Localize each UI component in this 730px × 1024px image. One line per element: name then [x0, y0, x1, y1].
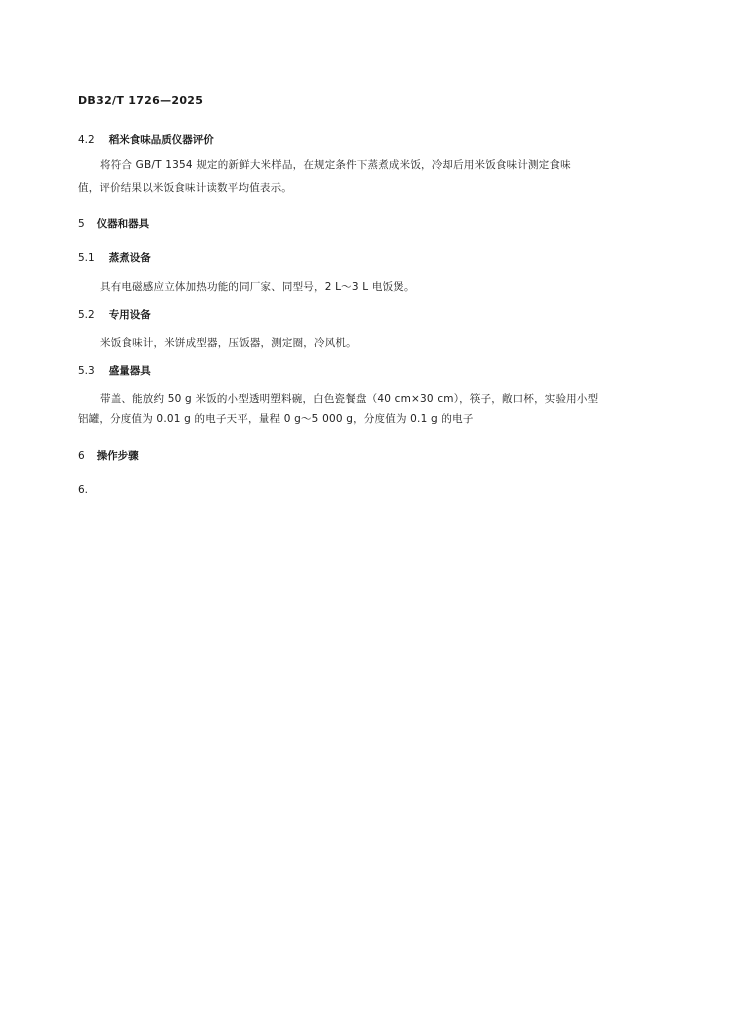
- section-title: 操作步骤: [96, 450, 139, 462]
- paragraph-line: 铝罐，分度值为 0.01 g 的电子天平，量程 0 g～5 000 g，分度值为 0.1 g 的电子: [78, 413, 474, 425]
- section-heading-6: [78, 448, 139, 463]
- section-title: 盛量器具: [108, 365, 151, 377]
- section-number: 5.2: [78, 309, 95, 321]
- section-title: 稻米食味品质仪器评价: [108, 134, 214, 146]
- paragraph-line: 值，评价结果以米饭食味计读数平均值表示。: [78, 182, 292, 194]
- section-heading-5-1: [78, 250, 151, 265]
- section-number: 6: [78, 450, 85, 462]
- section-title: 仪器和器具: [96, 218, 150, 230]
- paragraph-line: 具有电磁感应立体加热功能的同厂家、同型号，2 L～3 L 电饭煲。: [100, 281, 415, 293]
- document-id: DB32/T 1726—2025: [78, 94, 204, 107]
- section-heading-5: [78, 216, 149, 231]
- paragraph-line: 米饭食味计，米饼成型器，压饭器，测定圈，冷风机。: [100, 337, 357, 349]
- section-title: 蒸煮设备: [108, 252, 151, 264]
- section-heading-5-3: [78, 363, 151, 378]
- section-heading-5-2: [78, 307, 151, 322]
- section-heading-6-partial: [78, 484, 102, 496]
- section-title: 专用设备: [108, 309, 151, 321]
- section-number: 5.1: [78, 252, 95, 264]
- paragraph-line: 带盖、能放约 50 g 米饭的小型透明塑料碗，白色瓷餐盘（40 cm×30 cm），筷子，敞口杯，实验用小型: [100, 393, 599, 405]
- section-number: 5.3: [78, 365, 95, 377]
- section-number: 4.2: [78, 134, 95, 146]
- section-heading-4-2: [78, 132, 214, 147]
- paragraph-line: 将符合 GB/T 1354 规定的新鲜大米样品，在规定条件下蒸煮成米饭，冷却后用米饭食味计测定食味: [100, 159, 571, 171]
- section-number: 6.: [78, 484, 89, 496]
- section-number: 5: [78, 218, 85, 230]
